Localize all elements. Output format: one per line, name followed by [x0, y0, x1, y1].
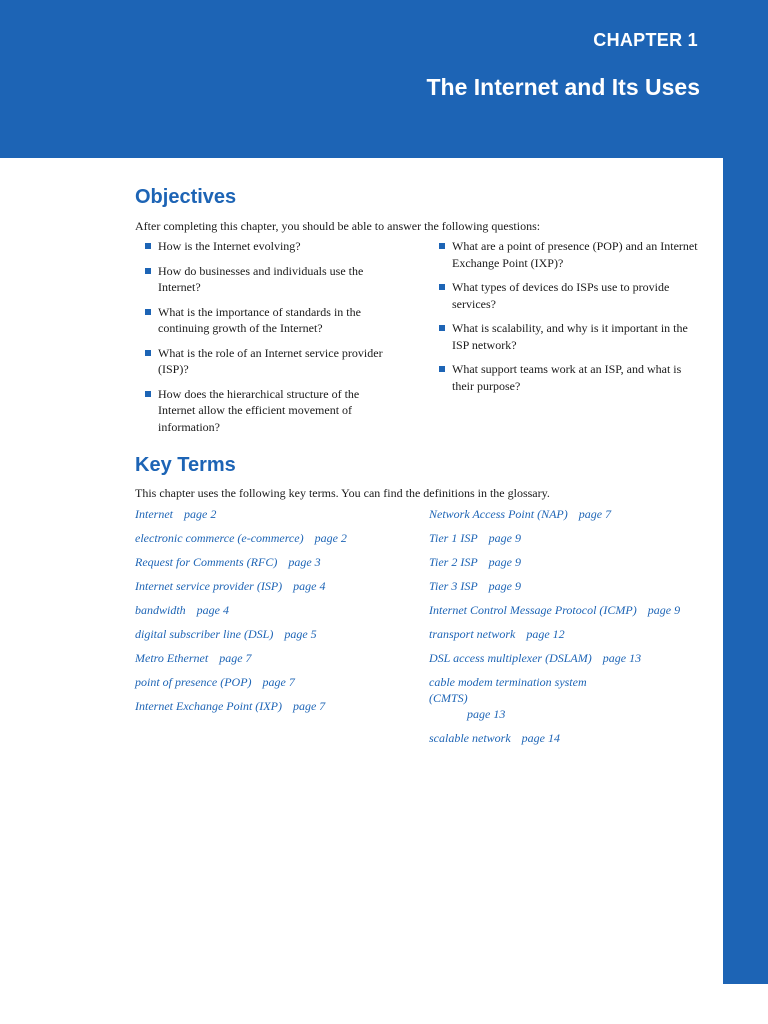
- key-term: Internet service provider (ISP): [135, 579, 283, 593]
- square-bullet-icon: [439, 325, 445, 331]
- key-term-page: page 7: [578, 507, 612, 521]
- key-term-page: page 9: [647, 603, 681, 617]
- key-term: transport network: [429, 627, 516, 641]
- objective-item: What support teams work at an ISP, and what is their purpose?: [429, 361, 704, 394]
- key-term-item[interactable]: [429, 674, 719, 722]
- key-term-page: page 7: [262, 675, 295, 689]
- key-term: scalable network: [429, 731, 511, 745]
- square-bullet-icon: [439, 366, 445, 372]
- key-terms-left-list: [135, 506, 425, 722]
- key-term: Tier 1 ISP: [429, 531, 478, 545]
- chapter-title: The Internet and Its Uses: [426, 74, 700, 100]
- key-term: point of presence (POP): [135, 675, 252, 689]
- key-term-item[interactable]: [135, 674, 425, 690]
- key-term: Tier 2 ISP: [429, 555, 478, 569]
- key-term: Metro Ethernet: [135, 651, 209, 665]
- key-term-item[interactable]: [429, 730, 719, 746]
- key-term-page: page 12: [526, 627, 565, 641]
- key-term: cable modem termination system (CMTS): [429, 675, 587, 705]
- square-bullet-icon: [145, 391, 151, 397]
- key-term-page: page 3: [288, 555, 321, 569]
- key-term: Internet Control Message Protocol (ICMP): [429, 603, 637, 617]
- key-term-item[interactable]: [135, 506, 425, 522]
- objectives-heading: Objectives: [135, 186, 237, 208]
- key-term: DSL access multiplexer (DSLAM): [429, 651, 592, 665]
- key-term-item[interactable]: [135, 698, 425, 714]
- key-term-item[interactable]: [429, 554, 719, 570]
- key-term-item[interactable]: [135, 554, 425, 570]
- key-term: Internet Exchange Point (IXP): [135, 699, 282, 713]
- key-term-page: page 4: [196, 603, 229, 617]
- key-term-page: page 13: [602, 651, 642, 665]
- key-term-page: page 14: [521, 731, 560, 745]
- square-bullet-icon: [439, 284, 445, 290]
- square-bullet-icon: [145, 350, 151, 356]
- square-bullet-icon: [439, 243, 445, 249]
- key-terms-intro: This chapter uses the following key terms. You can find the definitions in the glossary.: [135, 486, 550, 500]
- key-term-page: page 13: [467, 707, 506, 721]
- key-term-page: page 7: [219, 651, 252, 665]
- objective-item: What is the importance of standards in the continuing growth of the Internet?: [135, 304, 397, 337]
- objective-item: What types of devices do ISPs use to provide services?: [429, 279, 704, 312]
- key-term: Request for Comments (RFC): [135, 555, 278, 569]
- key-terms-right-list: [429, 506, 719, 754]
- objective-item: How do businesses and individuals use the Internet?: [135, 263, 397, 296]
- key-term-page: page 5: [284, 627, 317, 641]
- key-term-item[interactable]: [429, 602, 719, 618]
- key-term-page: page 2: [184, 507, 217, 521]
- key-term-item[interactable]: [135, 530, 425, 546]
- key-term-item[interactable]: [429, 650, 719, 666]
- key-terms-heading: Key Terms: [135, 454, 236, 476]
- objective-item: What is scalability, and why is it important in the ISP network?: [429, 320, 704, 353]
- chapter-label: CHAPTER 1: [593, 30, 698, 50]
- key-term: digital subscriber line (DSL): [135, 627, 274, 641]
- key-term: bandwidth: [135, 603, 186, 617]
- key-term-page: page 2: [314, 531, 347, 545]
- square-bullet-icon: [145, 268, 151, 274]
- key-term-item[interactable]: [429, 506, 719, 522]
- objective-item: How is the Internet evolving?: [135, 238, 397, 255]
- objectives-intro: After completing this chapter, you should be able to answer the following questions:: [135, 219, 541, 233]
- key-term-page: page 4: [293, 579, 326, 593]
- square-bullet-icon: [145, 309, 151, 315]
- key-term-item[interactable]: [135, 578, 425, 594]
- key-term-item[interactable]: [429, 530, 719, 546]
- objective-item: What are a point of presence (POP) and an Internet Exchange Point (IXP)?: [429, 238, 704, 271]
- key-term-item[interactable]: [429, 626, 719, 642]
- key-term-item[interactable]: [135, 626, 425, 642]
- key-term-page: page 9: [488, 555, 521, 569]
- key-term: Tier 3 ISP: [429, 579, 478, 593]
- key-term-page: page 9: [488, 579, 521, 593]
- objectives-right-list: [429, 238, 704, 402]
- square-bullet-icon: [145, 243, 151, 249]
- key-term-item[interactable]: [135, 602, 425, 618]
- key-term-page: page 7: [292, 699, 326, 713]
- objective-item: How does the hierarchical structure of the Internet allow the efficient movement of information?: [135, 386, 397, 436]
- key-term-page: page 9: [488, 531, 521, 545]
- objective-item: What is the role of an Internet service provider (ISP)?: [135, 345, 397, 378]
- objectives-left-list: [135, 238, 397, 443]
- side-color-band: [723, 158, 768, 984]
- key-term: electronic commerce (e-commerce): [135, 531, 304, 545]
- key-term: Network Access Point (NAP): [429, 507, 568, 521]
- key-term-item[interactable]: [135, 650, 425, 666]
- key-term-item[interactable]: [429, 578, 719, 594]
- key-term: Internet: [135, 507, 173, 521]
